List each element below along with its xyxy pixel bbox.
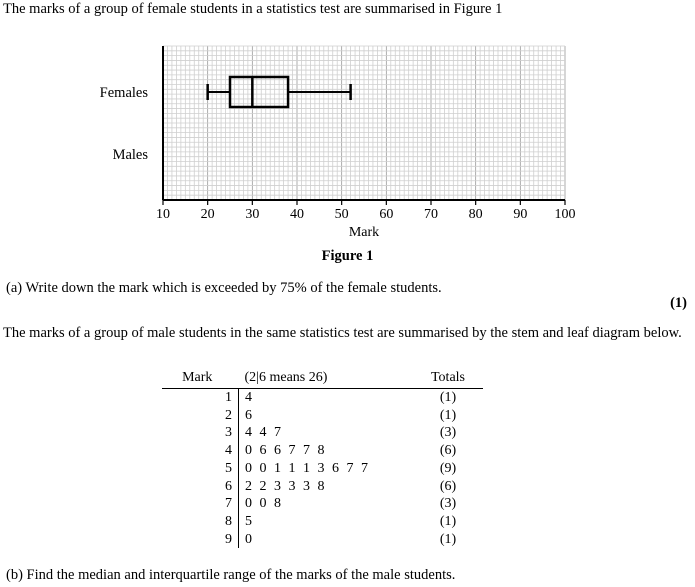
total-cell: (1): [439, 513, 457, 529]
total-cell: (1): [439, 407, 457, 423]
x-tick-label: 20: [200, 207, 215, 222]
question-a: (a) Write down the mark which is exceeded by 75% of the female students.: [6, 280, 442, 296]
stem-cell: 1: [225, 390, 232, 405]
stem-leaf-row: [162, 513, 483, 531]
stem-cell: 9: [225, 531, 232, 547]
stem-cell: 3: [225, 425, 232, 441]
leaves-cell: 4 4 7: [239, 424, 414, 442]
total-cell: (1): [439, 531, 457, 547]
total-cell: (6): [439, 443, 457, 459]
stem-cell: 8: [225, 513, 232, 529]
x-tick-label: 90: [513, 207, 528, 222]
figure-caption: Figure 1: [321, 248, 374, 264]
x-tick-label: 10: [156, 207, 170, 222]
stem-leaf-row: [162, 442, 483, 460]
x-axis-label: Mark: [348, 225, 380, 240]
leaves-cell: 6: [239, 407, 414, 425]
x-tick-label: 80: [468, 207, 483, 222]
x-tick-label: 70: [424, 207, 438, 222]
stem-cell: 4: [225, 443, 232, 459]
x-tick-label: 100: [554, 207, 576, 222]
stem-cell: 6: [225, 478, 232, 494]
leaves-cell: 0: [239, 531, 414, 549]
stem-leaf-row: [162, 531, 483, 549]
header-stem: Mark: [162, 369, 239, 389]
total-cell: (3): [439, 496, 457, 512]
stem-cell: 2: [225, 407, 232, 423]
total-cell: (9): [439, 460, 457, 476]
leaves-cell: 0 0 8: [239, 495, 414, 513]
stem-leaf-row: [162, 389, 483, 407]
x-tick-label: 60: [379, 207, 394, 222]
x-tick-label: 30: [245, 207, 260, 222]
header-totals: Totals: [413, 369, 483, 389]
stem-leaf-row: [162, 407, 483, 425]
question-b: (b) Find the median and interquartile range of the marks of the male students.: [6, 567, 456, 583]
total-cell: (3): [439, 425, 457, 441]
x-tick-label: 40: [290, 207, 304, 222]
stem-leaf-row: [162, 424, 483, 442]
leaves-cell: 0 6 6 7 7 8: [239, 442, 414, 460]
stem-leaf-header: [162, 369, 483, 389]
intro-text: The marks of a group of female students in a statistics test are summarised in Figure 1: [3, 1, 503, 17]
stem-leaf-diagram: [162, 369, 483, 548]
stem-leaf-row: [162, 495, 483, 513]
box-plot-figure: [0, 0, 695, 245]
leaves-cell: 5: [239, 513, 414, 531]
marks-a: (1): [670, 295, 687, 311]
stem-cell: 7: [225, 496, 232, 512]
x-tick-label: 50: [334, 207, 349, 222]
leaves-cell: 4: [239, 389, 414, 407]
stem-cell: 5: [225, 460, 232, 476]
leaves-cell: 0 0 1 1 1 3 6 7 7: [239, 460, 414, 478]
category-label: Females: [99, 85, 148, 101]
total-cell: (6): [439, 478, 457, 494]
header-key: (2|6 means 26): [239, 369, 414, 389]
category-label: Males: [112, 147, 148, 163]
male-intro-paragraph: The marks of a group of male students in the same statistics test are summarised by the stem and leaf diagram below.: [3, 325, 682, 341]
stem-leaf-row: [162, 460, 483, 478]
stem-leaf-row: [162, 478, 483, 496]
total-cell: (1): [439, 390, 457, 405]
stem-leaf-body: [162, 389, 483, 549]
leaves-cell: 2 2 3 3 3 8: [239, 478, 414, 496]
